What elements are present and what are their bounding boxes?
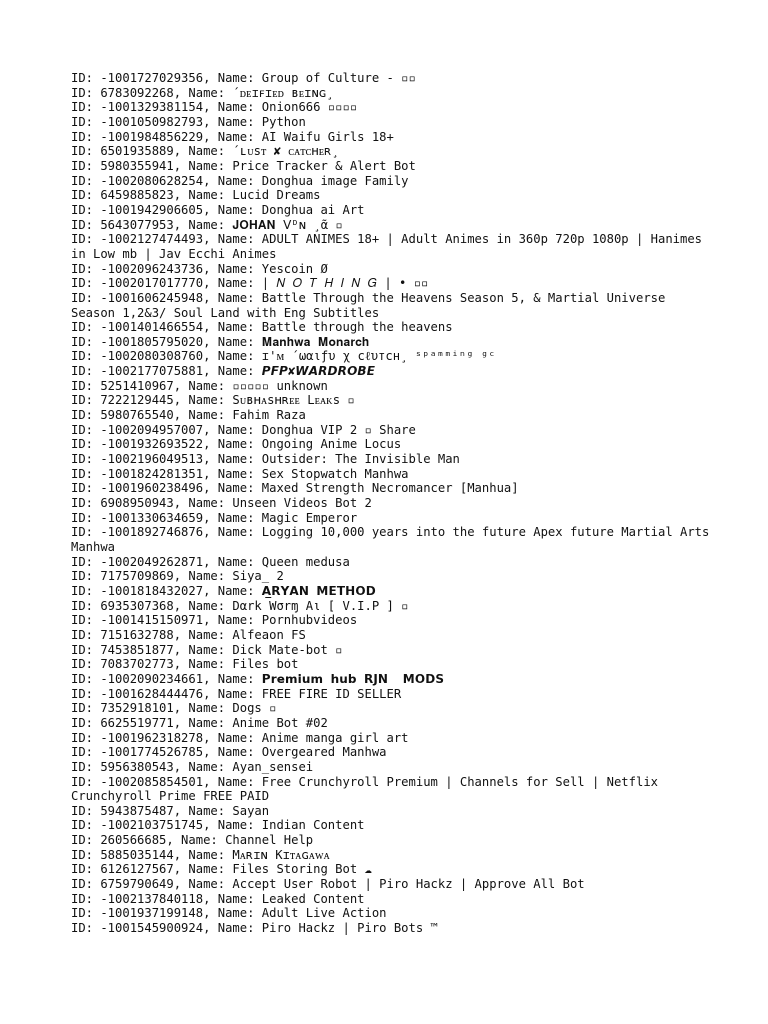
list-line: ID: 5956380543, Name: Ayan_sensei <box>71 759 314 774</box>
list-line: ID: -1001330634659, Name: Magic Emperor <box>71 510 358 525</box>
list-line: ID: -1002085854501, Name: Free Crunchyroll Premium | Channels for Sell | Netflix Crunchyroll Prime FREE PAID <box>71 774 666 804</box>
list-line: ID: 260566685, Name: Channel Help <box>71 833 314 848</box>
list-line: ID: 5885035144, Name: Mᴀʀɪɴ Kɪᴛᴀɢᴀᴡᴀ <box>71 847 330 862</box>
list-line: ID: -1002094957007, Name: Donghua VIP 2 ▫ Share <box>71 422 416 437</box>
list-line: ID: 6625519771, Name: Anime Bot #02 <box>71 715 328 730</box>
list-line: ID: 7175709869, Name: Siya̲ 2 <box>71 569 284 584</box>
list-line: ID: 6783092268, Name: ´ᴅᴇɪꜰɪᴇᴅ ʙᴇɪɴɢ¸ <box>71 85 334 100</box>
list-line: ID: 7083702773, Name: Files bot <box>71 657 299 672</box>
list-line: ID: -1002196049513, Name: Outsider: The Invisible Man <box>71 452 460 467</box>
list-line: ID: 6908950943, Name: Unseen Videos Bot 2 <box>71 496 372 511</box>
list-line: ID: -1001545900924, Name: Piro Hackz | Piro Bots ™ <box>71 921 438 936</box>
list-line: ID: -1001628444476, Name: FREE FIRE ID SELLER <box>71 686 402 701</box>
list-line: ID: -1001050982793, Name: Python <box>71 114 306 129</box>
list-line: ID: -1001727029356, Name: Group of Culture - ▫▫ <box>71 71 416 85</box>
list-line: ID: -1002090234661, Name: 𝗣𝗿𝗲𝗺𝗶𝘂𝗺 𝗵𝘂𝗯 𝗥𝗝𝗡 𝗠𝗢𝗗𝗦 <box>71 671 445 686</box>
list-line: ID: -1001415150971, Name: Pornhubvideos <box>71 613 358 628</box>
list-line: ID: 7352918101, Name: Dogs ▫ <box>71 701 277 716</box>
list-line: ID: -1002096243736, Name: Yescoin Ø <box>71 261 328 276</box>
list-line: ID: 5980765540, Name: Fahim Raza <box>71 408 306 423</box>
list-line: ID: -1001606245948, Name: Battle Through the Heavens Season 5, & Martial Universe Season 1,2&3/ Soul Land with Eng Subtitles <box>71 290 673 320</box>
list-line: ID: -1002103751745, Name: Indian Content <box>71 818 365 833</box>
list-line: ID: 5943875487, Name: Sayan <box>71 803 270 818</box>
list-line: ID: 7222129445, Name: Sᴜʙʜᴀsʜʀᴇᴇ Lᴇᴀᴋs ▫ <box>71 393 355 408</box>
list-line: ID: 6935307368, Name: Dαrk Wσrɱ Aι [ V.I.P ] ▫ <box>71 598 409 613</box>
list-line: ID: 6501935889, Name: ´ʟᴜsᴛ ✘ ᴄᴀᴛᴄʜᴇʀ¸ <box>71 144 339 159</box>
list-line: ID: 5643077953, Name: 𝐉𝐎𝐇𝐀𝐍 ᐯᴰɴ ¸ᾶ ▫ <box>71 217 343 232</box>
list-line: ID: -1001984856229, Name: AI Waifu Girls 18+ <box>71 129 394 144</box>
list-line: ID: -1001960238496, Name: Maxed Strength Necromancer [Manhua] <box>71 481 519 496</box>
list-line: ID: 6759790649, Name: Accept User Robot | Piro Hackz | Approve All Bot <box>71 877 585 892</box>
list-line: ID: -1001937199148, Name: Adult Live Action <box>71 906 387 921</box>
list-line: ID: -1002137840118, Name: Leaked Content <box>71 891 365 906</box>
list-line: ID: 5251410967, Name: ▫▫▫▫▫ unknown <box>71 378 328 393</box>
list-line: ID: 5980355941, Name: Price Tracker & Alert Bot <box>71 158 416 173</box>
list-line: ID: -1001329381154, Name: Onion666 ▫▫▫▫ <box>71 100 358 115</box>
list-line: ID: -1002127474493, Name: ADULT ANIMES 18+ | Adult Animes in 360p 720p 1080p | Hanimes in Low mb | Jav Ecchi Animes <box>71 232 710 261</box>
list-line: ID: 6459885823, Name: Lucid Dreams <box>71 188 321 203</box>
list-line: ID: -1002080628254, Name: Donghua image Family <box>71 173 409 188</box>
list-line: ID: -1001805795020, Name: 𝐌𝐚𝐧𝐡𝐰𝐚 𝐌𝐨𝐧𝐚𝐫𝐜𝐡 <box>71 334 370 349</box>
list-line: ID: -1001962318278, Name: Anime manga girl art <box>71 730 409 745</box>
list-line: ID: -1001401466554, Name: Battle through the heavens <box>71 320 453 335</box>
list-line: ID: 6126127567, Name: Files Storing Bot ☁ <box>71 862 372 877</box>
list-line: ID: 7453851877, Name: Dick Mate-bot ▫ <box>71 642 343 657</box>
list-line: ID: -1001932693522, Name: Ongoing Anime Locus <box>71 437 402 452</box>
list-line: ID: -1001774526785, Name: Overgeared Manhwa <box>71 745 387 760</box>
list-line: ID: -1001892746876, Name: Logging 10,000 years into the future Apex future Martial Arts Manhwa <box>71 525 717 554</box>
list-line: ID: -1002049262871, Name: Queen medusa <box>71 554 350 569</box>
list-line: ID: -1001818432027, Name: 𝗔̲𝗥𝗬𝗔𝗡 𝗠𝗘𝗧𝗛𝗢𝗗 <box>71 583 376 598</box>
list-line: ID: -1001942906605, Name: Donghua ai Art <box>71 202 365 217</box>
list-line: ID: 7151632788, Name: Alfeaon FS <box>71 627 306 642</box>
list-line: ID: -1002080308760, Name: ɪ'ᴍ ´ωαιƒυ χ cℓυтcн¸ ˢᵖᵃᵐᵐⁱⁿᵍ ᵍᶜ <box>71 349 496 364</box>
list-line: ID: -1001824281351, Name: Sex Stopwatch Manhwa <box>71 466 409 481</box>
id-name-list <box>71 71 717 936</box>
list-line: ID: -1002017017770, Name: | 𝑁 𝑂 𝑇 𝐻 𝐼 𝑁 𝐺 | • ▫▫ <box>71 276 429 291</box>
list-line: ID: -1002177075881, Name: 𝙋𝙁𝙋✘𝙒𝘼𝙍𝘿𝙍𝙊𝘽𝙀 <box>71 364 376 379</box>
